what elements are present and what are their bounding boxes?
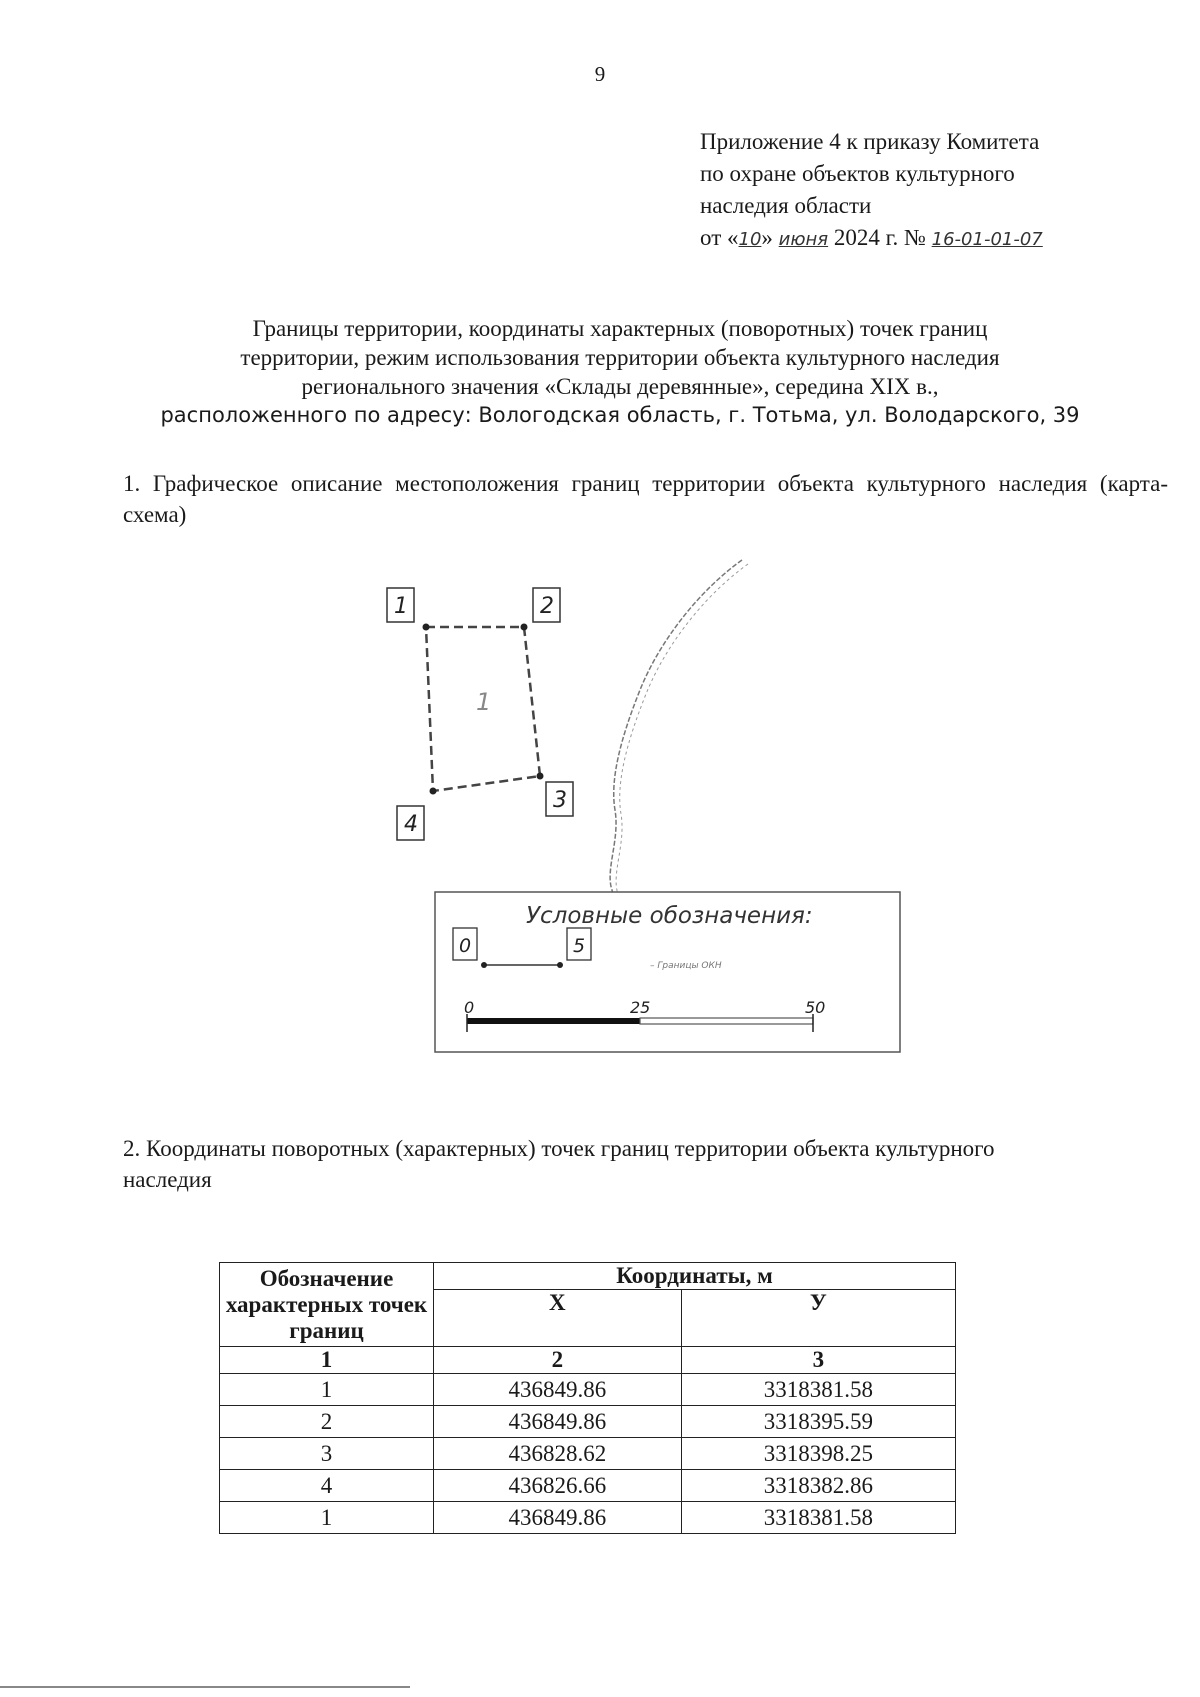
point-label-2: 2 — [540, 594, 554, 619]
scale-label-25: 25 — [630, 998, 651, 1017]
boundary-point-4 — [430, 788, 437, 795]
legend-boundary-text: – Границы ОКН — [650, 961, 722, 971]
point-label-4: 4 — [404, 812, 418, 837]
legend-sample-end: 5 — [573, 935, 586, 957]
section-1-heading: 1. Графическое описание местоположения границ территории объекта культурного наследия (карта-схема) — [123, 471, 1168, 527]
legend-sample-start: 0 — [459, 935, 472, 957]
point-id: 1 — [220, 1374, 434, 1406]
coord-x: 436849.86 — [434, 1374, 682, 1406]
coord-x: 436849.86 — [434, 1502, 682, 1534]
column-number: 1 — [220, 1347, 434, 1374]
legend-title: Условные обозначения: — [526, 903, 813, 929]
boundary-point-3 — [537, 773, 544, 780]
title-line-1: Границы территории, координаты характерных (поворотных) точек границ — [252, 316, 988, 341]
section-2-heading: 2. Координаты поворотных (характерных) точек границ территории объекта культурного наследия — [123, 1136, 995, 1192]
point-label-3: 3 — [553, 788, 567, 813]
coord-x: 436849.86 — [434, 1406, 682, 1438]
title-line-4: расположенного по адресу: Вологодская область, г. Тотьма, ул. Володарского, 39 — [160, 403, 1080, 427]
table-row — [220, 1438, 956, 1470]
scale-label-50: 50 — [805, 998, 826, 1017]
coordinates-table — [219, 1262, 956, 1534]
title-line-2: территории, режим использования территории объекта культурного наследия — [240, 345, 1000, 370]
table-row — [220, 1470, 956, 1502]
appendix-line-1: Приложение 4 к приказу Комитета — [700, 129, 1040, 154]
scale-label-0: 0 — [464, 998, 475, 1017]
coord-y: 3318398.25 — [681, 1438, 955, 1470]
coord-y: 3318395.59 — [681, 1406, 955, 1438]
coord-x: 436826.66 — [434, 1470, 682, 1502]
date-prefix: от « — [700, 225, 739, 250]
map-legend — [435, 892, 900, 1052]
appendix-line-2: по охране объектов культурного — [700, 161, 1015, 186]
date-mid: » — [761, 225, 779, 250]
point-id: 2 — [220, 1406, 434, 1438]
point-label-1: 1 — [394, 594, 408, 619]
boundary-map-scheme — [0, 540, 1200, 1060]
coord-y: 3318381.58 — [681, 1502, 955, 1534]
column-number: 3 — [681, 1347, 955, 1374]
appendix-header — [700, 126, 1043, 256]
column-number: 2 — [434, 1347, 682, 1374]
scale-bar-filled — [467, 1018, 640, 1024]
boundary-point-1 — [423, 624, 430, 631]
table-row — [220, 1502, 956, 1534]
date-year: 2024 г. № — [828, 225, 932, 250]
header-x: X — [434, 1290, 682, 1347]
handwritten-month: июня — [778, 229, 829, 250]
footer-rule — [0, 1686, 410, 1688]
point-id: 4 — [220, 1470, 434, 1502]
page-number: 9 — [594, 62, 606, 86]
object-label: 1 — [476, 688, 492, 716]
handwritten-order-number: 16-01-01-07 — [931, 229, 1043, 250]
appendix-line-3: наследия области — [700, 193, 872, 218]
header-y: У — [681, 1290, 955, 1347]
point-id: 3 — [220, 1438, 434, 1470]
coord-y: 3318382.86 — [681, 1470, 955, 1502]
header-coordinates: Координаты, м — [434, 1263, 956, 1290]
handwritten-day: 10 — [738, 229, 762, 250]
table-row — [220, 1406, 956, 1438]
title-line-3: регионального значения «Склады деревянные», середина XIX в., — [301, 374, 939, 399]
document-title — [120, 314, 1120, 430]
boundary-point-2 — [521, 624, 528, 631]
scale-bar-empty — [640, 1018, 813, 1024]
appendix-date-line — [700, 222, 1043, 256]
point-id: 1 — [220, 1502, 434, 1534]
coord-y: 3318381.58 — [681, 1374, 955, 1406]
coord-x: 436828.62 — [434, 1438, 682, 1470]
table-row — [220, 1374, 956, 1406]
header-designation: Обозначение характерных точек границ — [220, 1263, 434, 1347]
